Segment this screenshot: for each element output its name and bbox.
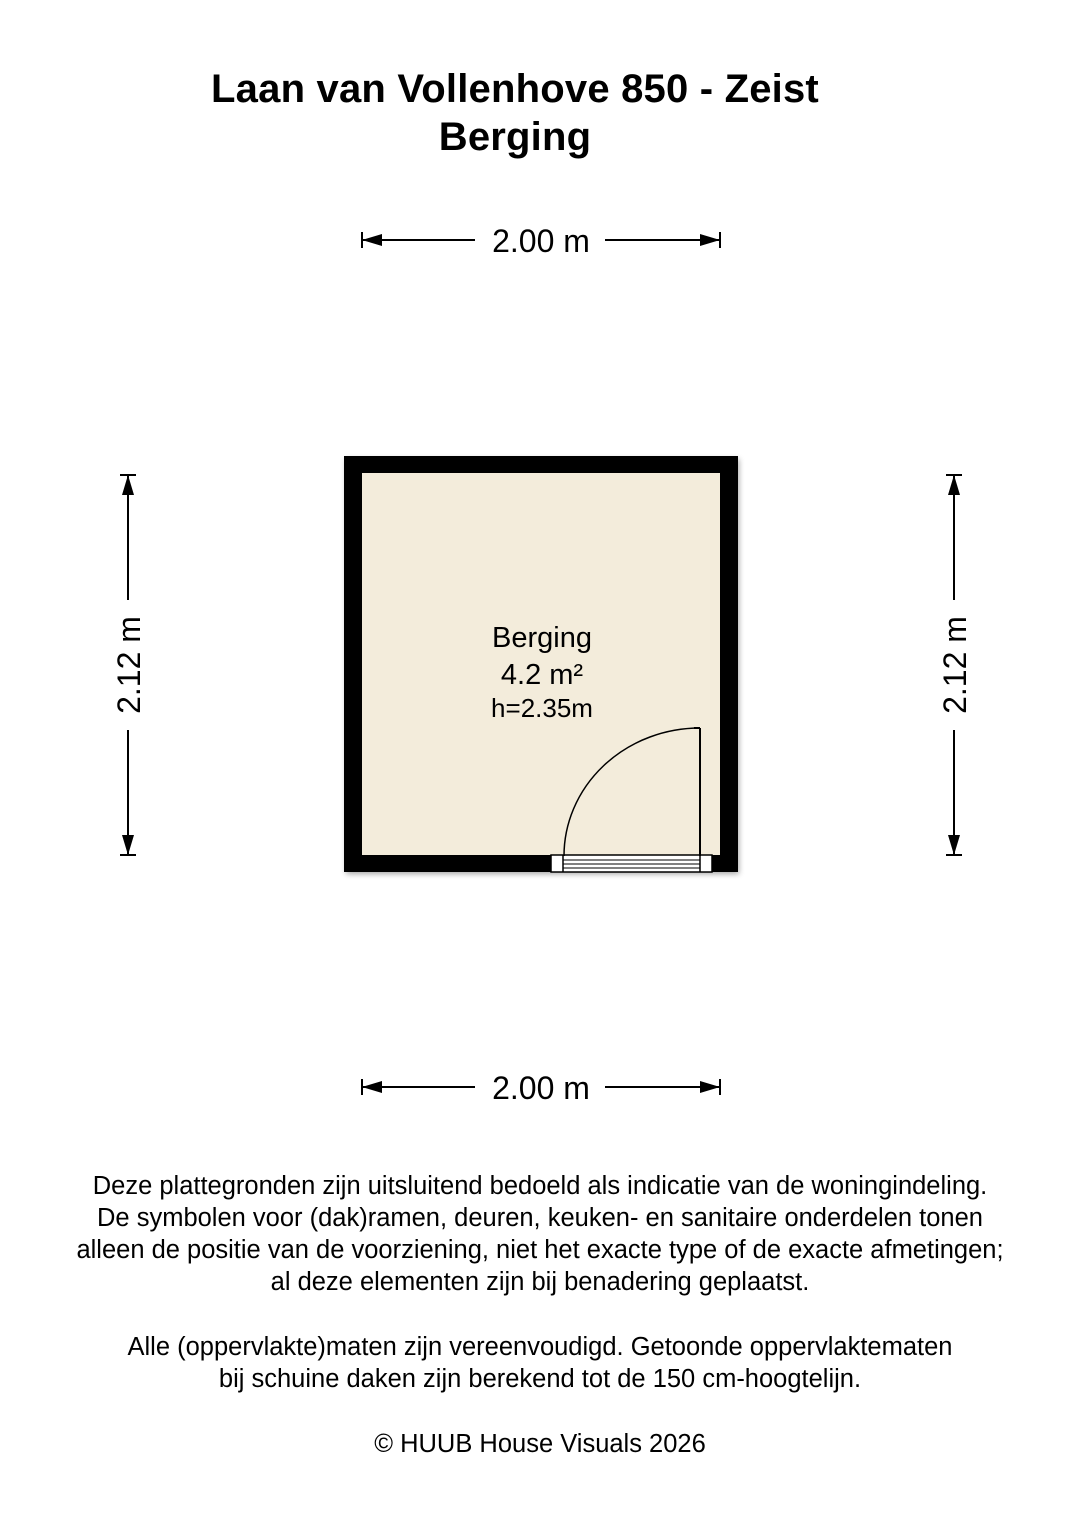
dimension-top: [362, 223, 720, 259]
dimension-top-label: 2.00 m: [492, 223, 590, 259]
dimension-bottom: [362, 1070, 720, 1106]
disclaimer-paragraph-1: [0, 1170, 1080, 1298]
dimension-right: [937, 475, 973, 855]
room-height: h=2.35m: [491, 693, 593, 723]
plan-subtitle: Berging: [438, 115, 592, 159]
disclaimer-line: Deze plattegronden zijn uitsluitend bedoeld als indicatie van de woningindeling.: [92, 1172, 988, 1200]
dimension-left-label: 2.12 m: [111, 616, 147, 714]
dimension-bottom-label: 2.00 m: [492, 1070, 590, 1106]
room-area: 4.2 m²: [500, 659, 584, 691]
disclaimer-line: De symbolen voor (dak)ramen, deuren, keuken- en sanitaire onderdelen tonen: [97, 1204, 983, 1232]
door-opening: [551, 855, 712, 872]
dimension-left: [111, 475, 147, 855]
disclaimer-line: alleen de positie van de voorziening, niet het exacte type of de exacte afmetingen;: [76, 1236, 1004, 1264]
room-berging: [344, 456, 739, 874]
plan-title: Laan van Vollenhove 850 - Zeist: [211, 67, 819, 111]
disclaimer-line: bij schuine daken zijn berekend tot de 150 cm-hoogtelijn.: [218, 1365, 862, 1393]
disclaimer-line: Alle (oppervlakte)maten zijn vereenvoudigd. Getoonde oppervlaktematen: [127, 1333, 953, 1361]
dimension-right-label: 2.12 m: [937, 616, 973, 714]
copyright-notice: © HUUB House Visuals 2026: [374, 1430, 706, 1458]
room-name: Berging: [492, 622, 592, 654]
disclaimer-paragraph-2: [0, 1331, 1080, 1395]
disclaimer-line: al deze elementen zijn bij benadering geplaatst.: [270, 1268, 810, 1296]
